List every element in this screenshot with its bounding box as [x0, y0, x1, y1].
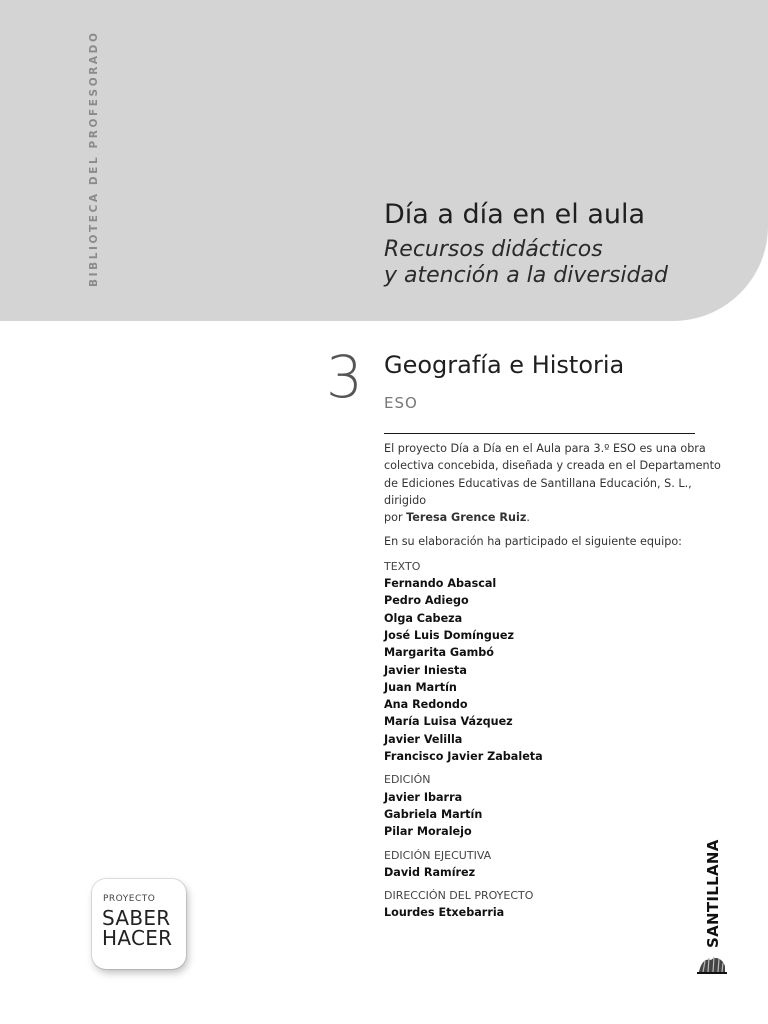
course-number: 3 — [326, 343, 363, 411]
credit-name: Fernando Abascal — [384, 577, 497, 591]
santillana-logo-icon — [697, 948, 727, 974]
credit-name: Javier Velilla — [384, 732, 463, 746]
subject-name: Geografía e Historia — [384, 351, 625, 379]
credit-role: EDICIÓN — [384, 773, 431, 787]
credit-groups — [384, 558, 729, 922]
credit-names — [384, 904, 729, 921]
page-subtitle — [384, 237, 668, 289]
credit-name: David Ramírez — [384, 865, 476, 879]
credit-name: Javier Iniesta — [384, 663, 467, 677]
credit-role: EDICIÓN EJECUTIVA — [384, 848, 492, 862]
director-name: Teresa Grence Ruiz — [406, 511, 527, 525]
credit-name: Ana Redondo — [384, 698, 468, 712]
publisher-logo — [694, 839, 730, 972]
credit-names — [384, 789, 729, 841]
credit-role: DIRECCIÓN DEL PROYECTO — [384, 889, 534, 903]
credit-name: María Luisa Vázquez — [384, 715, 513, 729]
credits — [384, 440, 729, 928]
intro-text: El proyecto Día a Día en el Aula para 3.º ESO es una obra colectiva concebida, diseñada y creada en el Departamento de Ediciones Educativas de Santillana Educación, S. L., dirigido — [384, 442, 721, 507]
credit-name: Javier Ibarra — [384, 790, 463, 804]
team-intro: En su elaboración ha participado el siguiente equipo: — [384, 535, 682, 549]
badge-line-1: SABER — [102, 906, 171, 930]
page-title: Día a día en el aula — [384, 199, 646, 230]
publisher-name: SANTILLANA — [704, 839, 722, 948]
credit-name: Juan Martín — [384, 680, 457, 694]
badge-line-2: HACER — [102, 926, 173, 950]
education-level: ESO — [384, 394, 418, 412]
credit-name: Pedro Adiego — [384, 594, 469, 608]
credit-name: Olga Cabeza — [384, 611, 463, 625]
credit-names — [384, 575, 729, 765]
credit-name: Francisco Javier Zabaleta — [384, 750, 543, 764]
credit-name: Margarita Gambó — [384, 646, 494, 660]
saber-hacer-badge — [92, 879, 186, 969]
intro-por: por — [384, 511, 403, 525]
divider — [384, 433, 695, 434]
intro-end: . — [526, 511, 530, 525]
subtitle-line-2: y atención a la diversidad — [384, 263, 668, 288]
credit-names — [384, 864, 729, 881]
credit-name: Gabriela Martín — [384, 807, 483, 821]
badge-small-label: PROYECTO — [103, 894, 156, 904]
series-label: BIBLIOTECA DEL PROFESORADO — [88, 30, 100, 287]
credit-role: TEXTO — [384, 559, 421, 573]
credit-group — [384, 887, 729, 922]
credit-name: José Luis Domínguez — [384, 628, 514, 642]
credit-name: Pilar Moralejo — [384, 825, 472, 839]
credit-group — [384, 771, 729, 840]
subtitle-line-1: Recursos didácticos — [384, 237, 603, 262]
credit-group — [384, 847, 729, 882]
credit-name: Lourdes Etxebarria — [384, 906, 505, 920]
credit-group — [384, 558, 729, 766]
intro-paragraph — [384, 440, 729, 526]
